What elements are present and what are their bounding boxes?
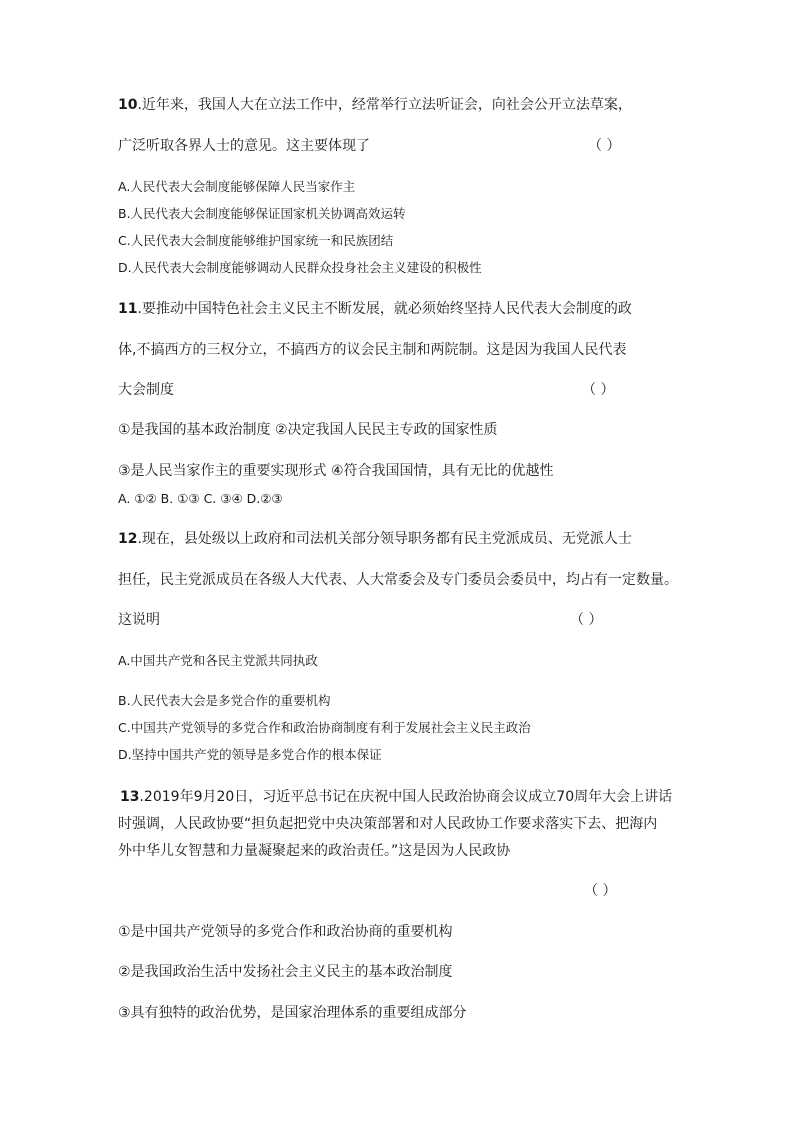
q11-statements-line-2: ③是人民当家作主的重要实现形式 ④符合我国国情，具有无比的优越性	[118, 463, 554, 479]
q11-choices: A. ①② B. ①③ C. ③④ D.②③	[118, 491, 283, 506]
q10-number: 10	[118, 97, 138, 113]
q10-option-c: C.人民代表大会制度能够维护国家统一和民族团结	[118, 233, 394, 248]
q12-option-d: D.坚持中国共产党的领导是多党合作的根本保证	[118, 747, 382, 762]
q12-answer-blank: （ ）	[570, 612, 603, 628]
q10-option-d: D.人民代表大会制度能够调动人民群众投身社会主义建设的积极性	[118, 260, 482, 275]
q13-stem-line-3: 外中华儿女智慧和力量凝聚起来的政治责任。”这是因为人民政协	[118, 843, 511, 859]
q12-stem-line-2: 担任，民主党派成员在各级人大代表、人大常委会及专门委员会委员中，均占有一定数量。	[118, 572, 678, 588]
q11-stem-line-3: 大会制度	[118, 382, 174, 398]
q10-answer-blank: （ ）	[588, 138, 621, 154]
q12-number: 12	[118, 531, 138, 547]
q12-option-b: B.人民代表大会是多党合作的重要机构	[118, 693, 331, 708]
q10-stem-line-2: 广泛听取各界人士的意见。这主要体现了	[118, 138, 370, 154]
q13-statement-2: ②是我国政治生活中发扬社会主义民主的基本政治制度	[118, 964, 453, 980]
q12-stem-line-1: 12.现在，县处级以上政府和司法机关部分领导职务都有民主党派成员、无党派人士	[118, 531, 632, 547]
q11-statements-line-1: ①是我国的基本政治制度 ②决定我国人民民主专政的国家性质	[118, 422, 498, 438]
q13-number: 13	[120, 789, 140, 805]
q12-stem-line-3: 这说明	[118, 612, 160, 628]
q13-answer-blank: （ ）	[584, 883, 617, 899]
q11-stem-line-1: 11.要推动中国特色社会主义民主不断发展，就必须始终坚持人民代表大会制度的政	[118, 301, 632, 317]
q11-stem-line-2: 体,不搞西方的三权分立，不搞西方的议会民主制和两院制。这是因为我国人民代表	[118, 342, 627, 358]
q13-stem-line-2: 时强调，人民政协要“担负起把党中央决策部署和对人民政协工作要求落实下去、把海内	[118, 816, 658, 832]
q11-answer-blank: （ ）	[582, 382, 615, 398]
q10-option-b: B.人民代表大会制度能够保证国家机关协调高效运转	[118, 206, 406, 221]
q12-option-a: A.中国共产党和各民主党派共同执政	[118, 653, 318, 668]
q13-statement-3: ③具有独特的政治优势，是国家治理体系的重要组成部分	[118, 1005, 467, 1021]
q11-number: 11	[118, 301, 138, 317]
q13-statement-1: ①是中国共产党领导的多党合作和政治协商的重要机构	[118, 924, 453, 940]
q10-stem-line-1: 10.近年来，我国人大在立法工作中，经常举行立法听证会，向社会公开立法草案，	[118, 97, 632, 113]
q13-stem-line-1: 13.2019年9月20日，习近平总书记在庆祝中国人民政治协商会议成立70周年大会上讲话	[120, 789, 673, 805]
q12-option-c: C.中国共产党领导的多党合作和政治协商制度有利于发展社会主义民主政治	[118, 720, 531, 735]
q10-option-a: A.人民代表大会制度能够保障人民当家作主	[118, 179, 356, 194]
